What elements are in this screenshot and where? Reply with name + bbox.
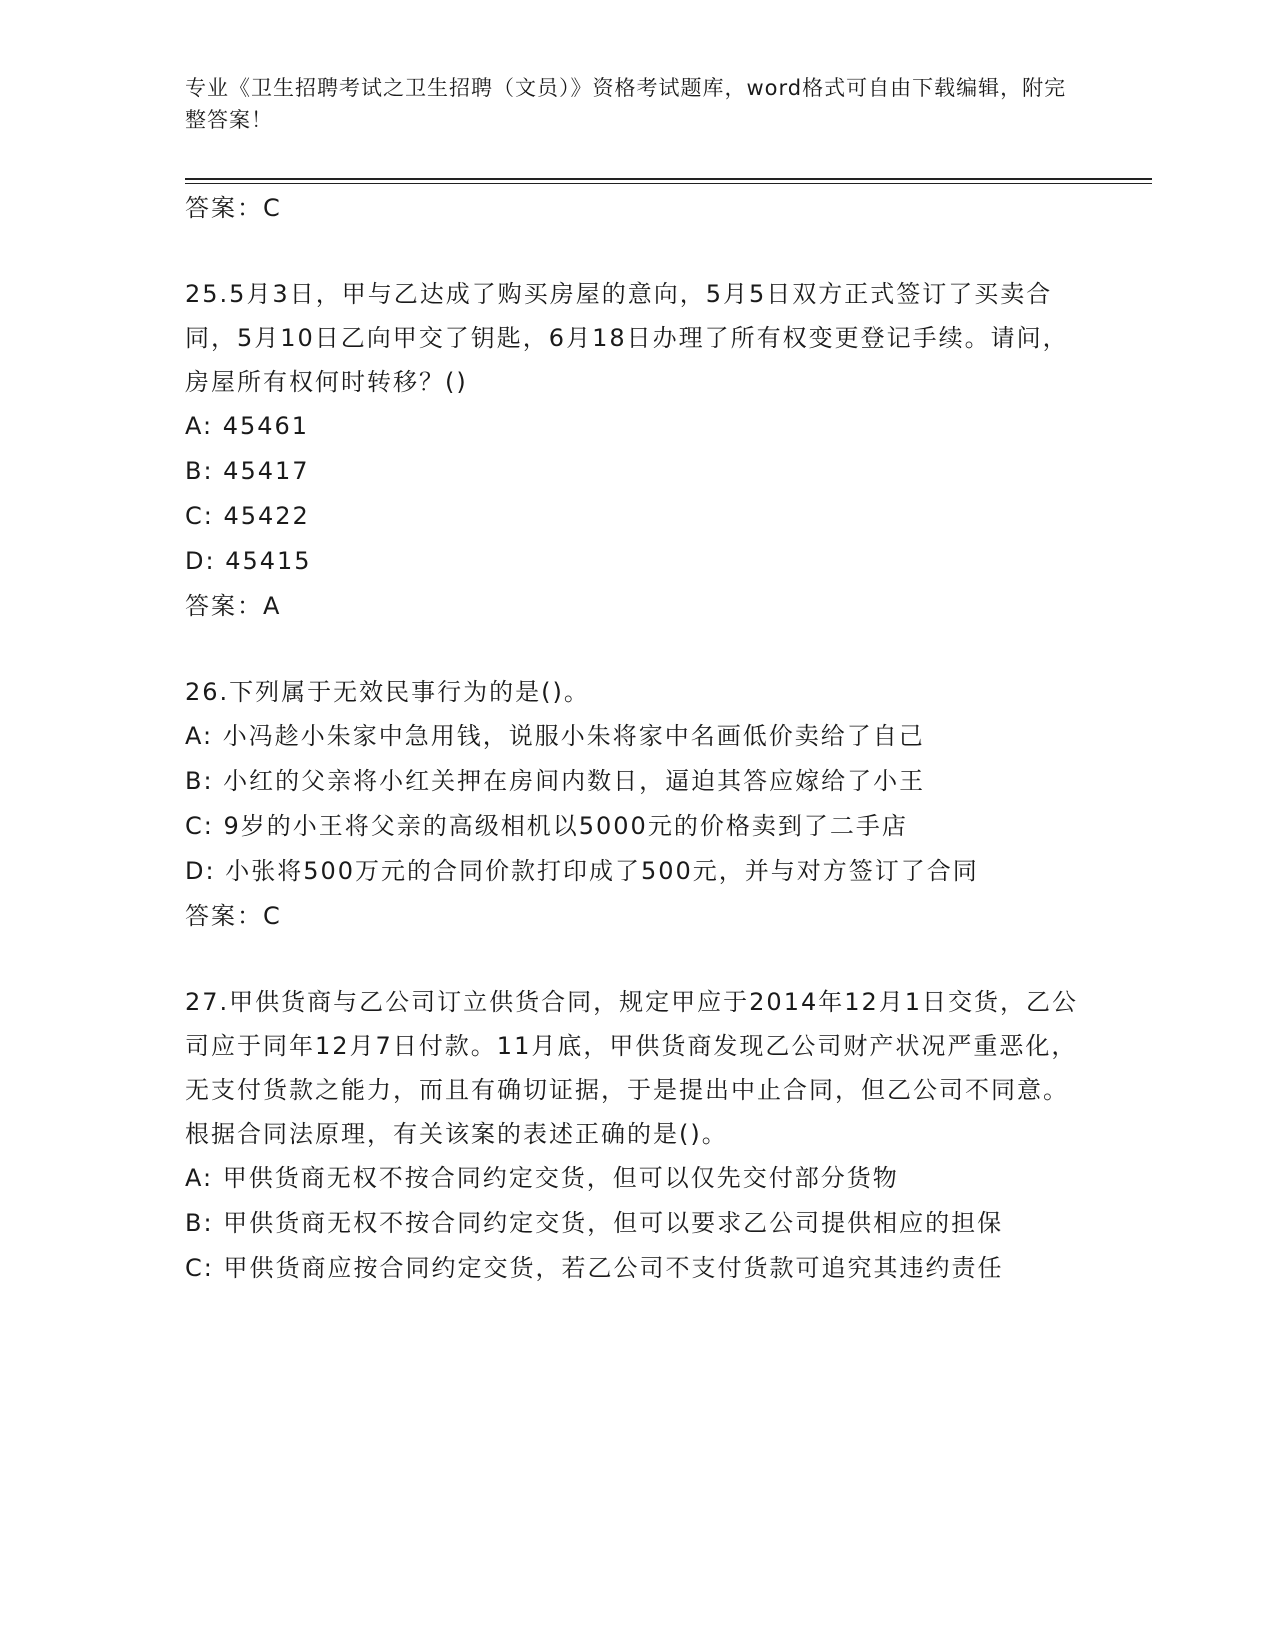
option-c: C: 甲供货商应按合同约定交货，若乙公司不支付货款可追究其违约责任 <box>185 1254 1004 1282</box>
option-b: B: 小红的父亲将小红关押在房间内数日，逼迫其答应嫁给了小王 <box>185 767 926 795</box>
question-list <box>185 186 1085 1291</box>
option-d: D: 小张将500万元的合同价款打印成了500元，并与对方签订了合同 <box>185 857 979 885</box>
answer-line: 答案：C <box>185 902 282 930</box>
header-divider <box>185 178 1152 180</box>
answer-line: 答案：C <box>185 194 282 222</box>
question-stem: 25.5月3日，甲与乙达成了购买房屋的意向，5月5日双方正式签订了买卖合同，5月10日乙向甲交了钥匙，6月18日办理了所有权变更登记手续。请问，房屋所有权何时转移？() <box>185 280 1069 396</box>
option-c: C: 9岁的小王将父亲的高级相机以5000元的价格卖到了二手店 <box>185 812 908 840</box>
option-c: C: 45422 <box>185 502 310 530</box>
option-b: B: 45417 <box>185 457 310 485</box>
option-b: B: 甲供货商无权不按合同约定交货，但可以要求乙公司提供相应的担保 <box>185 1209 1004 1237</box>
answer-line: 答案：A <box>185 592 282 620</box>
question-stem: 27.甲供货商与乙公司订立供货合同，规定甲应于2014年12月1日交货，乙公司应于同年12月7日付款。11月底，甲供货商发现乙公司财产状况严重恶化，无支付货款之能力，而且有确切证据，于是提出中止合同，但乙公司不同意。根据合同法原理，有关该案的表述正确的是()。 <box>185 988 1079 1148</box>
header-divider-thin <box>185 183 1152 184</box>
question-27 <box>185 980 1085 1291</box>
question-25 <box>185 272 1085 628</box>
document-header: 专业《卫生招聘考试之卫生招聘（文员）》资格考试题库，word格式可自由下载编辑，附完整答案！ <box>185 76 1067 132</box>
option-d: D: 45415 <box>185 547 312 575</box>
option-a: A: 甲供货商无权不按合同约定交货，但可以仅先交付部分货物 <box>185 1164 899 1192</box>
option-a: A: 小冯趁小朱家中急用钱，说服小朱将家中名画低价卖给了自己 <box>185 722 925 750</box>
question-26 <box>185 670 1085 938</box>
option-a: A: 45461 <box>185 412 310 440</box>
question-stem: 26.下列属于无效民事行为的是()。 <box>185 678 590 706</box>
